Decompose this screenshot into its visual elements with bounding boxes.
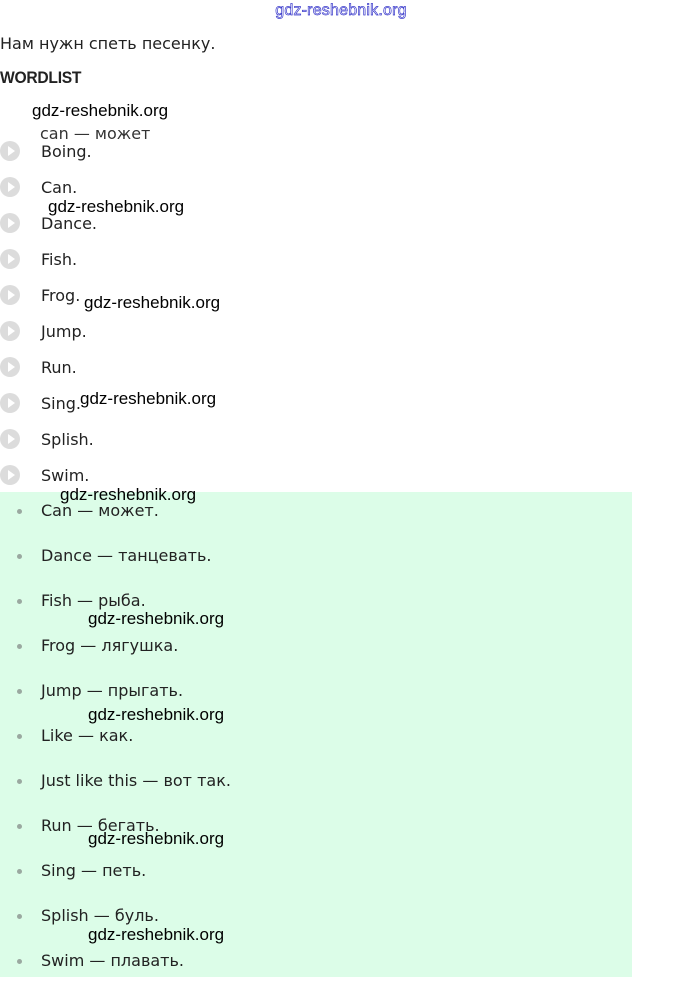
play-icon[interactable] [0,465,20,485]
glossary-item [0,500,632,545]
glossary-text: Run — бегать. [41,816,160,835]
glossary-text: Swim — плавать. [41,951,185,970]
site-watermark-link: gdz-reshebnik.org [275,2,407,19]
audio-word-label: Fish. [41,250,78,269]
glossary-text: Frog — лягушка. [41,636,179,655]
audio-word-item [0,428,400,464]
watermark-text: gdz-reshebnik.org [80,389,217,408]
bullet-icon [17,869,22,874]
audio-word-label: Run. [41,358,77,377]
watermark-text: gdz-reshebnik.org [88,829,225,848]
bullet-icon [17,599,22,604]
bullet-icon [17,734,22,739]
audio-word-label: Splish. [41,430,94,449]
glossary-text: Just like this — вот так. [41,771,231,790]
audio-word-item [0,212,400,248]
play-icon[interactable] [0,249,20,269]
play-icon[interactable] [0,213,20,233]
intro-text: Нам нужн спеть песенку. [0,34,216,53]
watermark-text: gdz-reshebnik.org [84,293,221,312]
audio-word-label: Swim. [41,466,90,485]
audio-word-item [0,248,400,284]
watermark-text: gdz-reshebnik.org [88,705,225,724]
glossary-text: Splish — буль. [41,906,159,925]
audio-word-label: Jump. [41,322,87,341]
section-title: WORDLIST [0,68,82,87]
bullet-icon [17,554,22,559]
glossary-item [0,950,632,995]
audio-word-item [0,356,400,392]
glossary-item [0,545,632,590]
watermark-text: gdz-reshebnik.org [88,925,225,944]
bullet-icon [17,824,22,829]
audio-word-label: Boing. [41,142,92,161]
audio-word-label: Can. [41,178,78,197]
play-icon[interactable] [0,429,20,449]
audio-word-label: Sing. [41,394,81,413]
glossary-panel [0,492,632,977]
audio-word-label: Dance. [41,214,97,233]
watermark-text: gdz-reshebnik.org [60,485,197,504]
bullet-icon [17,689,22,694]
partial-audio-label: can — может [40,124,151,143]
bullet-icon [17,959,22,964]
glossary-text: Jump — прыгать. [41,681,184,700]
glossary-item [0,725,632,770]
play-icon[interactable] [0,285,20,305]
partial-audio-row [40,121,151,143]
glossary-item [0,635,632,680]
play-icon[interactable] [0,393,20,413]
glossary-text: Dance — танцевать. [41,546,212,565]
watermark-text: gdz-reshebnik.org [32,101,169,120]
bullet-icon [17,779,22,784]
play-icon[interactable] [0,177,20,197]
glossary-text: Sing — петь. [41,861,147,880]
glossary-list [0,500,632,995]
glossary-item [0,860,632,905]
play-icon[interactable] [0,357,20,377]
watermark-text: gdz-reshebnik.org [88,609,225,628]
play-icon[interactable] [0,141,20,161]
glossary-item [0,770,632,815]
audio-word-label: Frog. [41,286,81,305]
bullet-icon [17,509,22,514]
watermark-text: gdz-reshebnik.org [48,197,185,216]
bullet-icon [17,914,22,919]
audio-word-item [0,320,400,356]
audio-word-list [0,140,400,500]
bullet-icon [17,644,22,649]
glossary-text: Can — может. [41,501,159,520]
glossary-text: Like — как. [41,726,134,745]
glossary-text: Fish — рыба. [41,591,146,610]
play-icon[interactable] [0,321,20,341]
audio-word-item [0,140,400,176]
